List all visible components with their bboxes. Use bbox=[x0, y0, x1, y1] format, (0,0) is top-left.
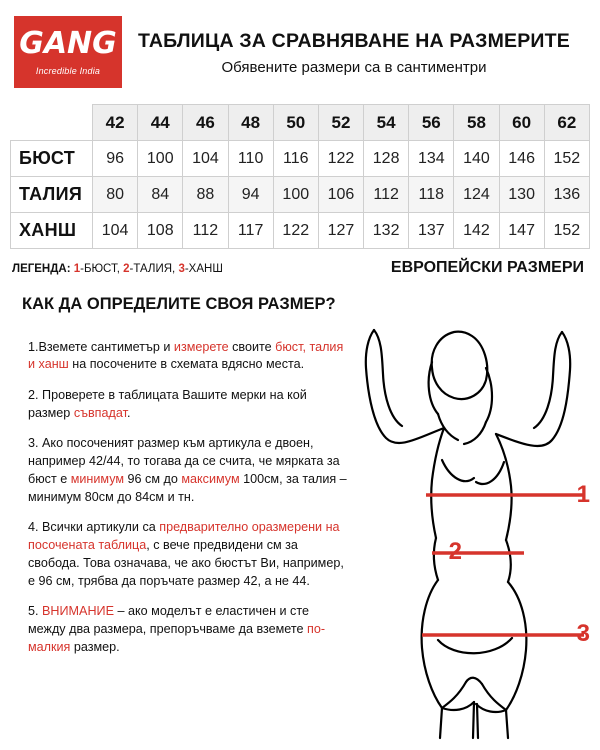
measurement-value: 117 bbox=[228, 213, 273, 249]
page-title: ТАБЛИЦА ЗА СРАВНЯВАНЕ НА РАЗМЕРИТЕ bbox=[138, 30, 570, 52]
measurement-label: ТАЛИЯ bbox=[11, 177, 93, 213]
size-table bbox=[10, 104, 590, 249]
howto-step bbox=[28, 387, 350, 423]
table-row bbox=[11, 177, 590, 213]
howto-step bbox=[28, 603, 350, 657]
measurement-lines bbox=[422, 495, 584, 635]
legend bbox=[12, 263, 223, 275]
measurement-value: 104 bbox=[183, 141, 228, 177]
header-titles bbox=[122, 16, 586, 76]
page-subtitle: Обявените размери са в сантиментри bbox=[221, 59, 487, 76]
measurement-value: 127 bbox=[318, 213, 363, 249]
marker-waist: 2 bbox=[448, 538, 462, 565]
howto-text: – ако моделът е еластичен и сте между два размера, препоръчваме да вземете bbox=[28, 604, 309, 637]
measurement-value: 132 bbox=[364, 213, 409, 249]
measurement-value: 88 bbox=[183, 177, 228, 213]
howto-text: своите bbox=[228, 339, 276, 354]
measurement-value: 94 bbox=[228, 177, 273, 213]
size-table-header-row bbox=[11, 105, 590, 141]
measurement-value: 84 bbox=[138, 177, 183, 213]
howto-text: на посочените в схемата вдясно места. bbox=[68, 357, 305, 372]
measurement-value: 124 bbox=[454, 177, 499, 213]
measurement-value: 104 bbox=[93, 213, 138, 249]
howto-highlight: бюст, талия и ханш bbox=[28, 339, 344, 372]
measurement-value: 112 bbox=[183, 213, 228, 249]
measurement-label: БЮСТ bbox=[11, 141, 93, 177]
measurement-value: 128 bbox=[364, 141, 409, 177]
size-column-header: 44 bbox=[138, 105, 183, 141]
howto-title: КАК ДА ОПРЕДЕЛИТЕ СВОЯ РАЗМЕР? bbox=[22, 295, 336, 313]
howto-step-number: 3. bbox=[28, 436, 39, 451]
howto-highlight: минимум bbox=[70, 472, 125, 487]
measurement-value: 106 bbox=[318, 177, 363, 213]
legend-row bbox=[12, 259, 588, 277]
legend-num-1: 1 bbox=[73, 263, 81, 275]
measurement-value: 130 bbox=[499, 177, 544, 213]
howto-steps bbox=[0, 314, 350, 668]
measurement-value: 136 bbox=[544, 177, 589, 213]
measurement-value: 100 bbox=[273, 177, 318, 213]
size-table-corner bbox=[11, 105, 93, 141]
european-sizes-label: ЕВРОПЕЙСКИ РАЗМЕРИ bbox=[390, 259, 584, 276]
brand-logo bbox=[14, 16, 122, 88]
size-column-header: 50 bbox=[273, 105, 318, 141]
page-header bbox=[0, 0, 600, 92]
marker-hip: 3 bbox=[576, 620, 590, 647]
table-row bbox=[11, 213, 590, 249]
measurement-value: 122 bbox=[273, 213, 318, 249]
size-table-body bbox=[11, 141, 590, 249]
legend-title: ЛЕГЕНДА: bbox=[12, 263, 71, 275]
howto-text: 96 см до bbox=[124, 472, 182, 487]
size-column-header: 48 bbox=[228, 105, 273, 141]
measurement-value: 146 bbox=[499, 141, 544, 177]
size-table-head bbox=[11, 105, 590, 141]
size-column-header: 58 bbox=[454, 105, 499, 141]
howto-step bbox=[28, 339, 350, 375]
howto-highlight: предварително оразмерени на посочената таблица bbox=[28, 520, 340, 553]
size-column-header: 56 bbox=[409, 105, 454, 141]
measurement-label: ХАНШ bbox=[11, 213, 93, 249]
size-column-header: 62 bbox=[544, 105, 589, 141]
measurement-value: 116 bbox=[273, 141, 318, 177]
howto-step-number: 2. bbox=[28, 387, 39, 402]
howto-step bbox=[28, 435, 350, 507]
howto-step-number: 4. bbox=[28, 520, 39, 535]
howto-step-number: 1. bbox=[28, 339, 39, 354]
legend-num-3: 3 bbox=[178, 263, 185, 275]
howto-text: Ако посоченият размер към артикула е двоен, например 42/44, то тогава да се счита, че мярката за бюст е bbox=[28, 436, 340, 487]
measurement-value: 152 bbox=[544, 141, 589, 177]
howto-text: . bbox=[126, 405, 131, 420]
howto-highlight: измерете bbox=[173, 339, 229, 354]
howto-highlight: ВНИМАНИЕ bbox=[42, 604, 114, 619]
howto-highlight: максимум bbox=[181, 472, 240, 487]
measurement-value: 147 bbox=[499, 213, 544, 249]
measurement-value: 140 bbox=[454, 141, 499, 177]
measurement-value: 122 bbox=[318, 141, 363, 177]
measurement-value: 80 bbox=[93, 177, 138, 213]
measurement-value: 118 bbox=[409, 177, 454, 213]
body-diagram-svg bbox=[346, 310, 596, 740]
brand-name: GANG bbox=[19, 25, 117, 61]
howto-text: Проверете в таблицата Вашите мерки на кой размер bbox=[28, 387, 307, 420]
howto-step-number: 5. bbox=[28, 604, 39, 619]
measurement-value: 137 bbox=[409, 213, 454, 249]
size-column-header: 54 bbox=[364, 105, 409, 141]
measurement-value: 96 bbox=[93, 141, 138, 177]
howto-text: размер. bbox=[70, 640, 120, 655]
legend-text-3: -ХАНШ bbox=[184, 263, 223, 275]
legend-text-2: -ТАЛИЯ, bbox=[129, 263, 176, 275]
table-row bbox=[11, 141, 590, 177]
legend-num-2: 2 bbox=[123, 263, 130, 275]
size-column-header: 46 bbox=[183, 105, 228, 141]
howto-step bbox=[28, 519, 350, 591]
size-table-container bbox=[10, 104, 590, 249]
marker-bust: 1 bbox=[576, 480, 590, 508]
howto-text: Всички артикули са bbox=[38, 520, 160, 535]
measurement-value: 100 bbox=[138, 141, 183, 177]
body-diagram bbox=[346, 310, 596, 740]
legend-text-1: -БЮСТ, bbox=[80, 263, 120, 275]
size-column-header: 60 bbox=[499, 105, 544, 141]
measurement-value: 134 bbox=[409, 141, 454, 177]
howto-text: Вземете сантиметър и bbox=[38, 339, 174, 354]
size-column-header: 52 bbox=[318, 105, 363, 141]
measurement-value: 108 bbox=[138, 213, 183, 249]
measurement-value: 110 bbox=[228, 141, 273, 177]
size-column-header: 42 bbox=[93, 105, 138, 141]
measurement-value: 112 bbox=[364, 177, 409, 213]
measurement-value: 152 bbox=[544, 213, 589, 249]
howto-text: 100см, за талия – минимум 80см до 84см и тн. bbox=[28, 472, 347, 504]
howto-text: , с вече предвидени см за свобода. Това означава, че ако бюстът Ви, например, е 96 см, трябва да поръчате размер 42, а не 44. bbox=[28, 538, 344, 588]
howto-highlight: по-малкия bbox=[28, 622, 326, 655]
brand-tagline: Incredible India bbox=[35, 65, 101, 76]
howto-highlight: съвпадат bbox=[73, 405, 127, 420]
measurement-value: 142 bbox=[454, 213, 499, 249]
howto-content bbox=[0, 314, 600, 668]
